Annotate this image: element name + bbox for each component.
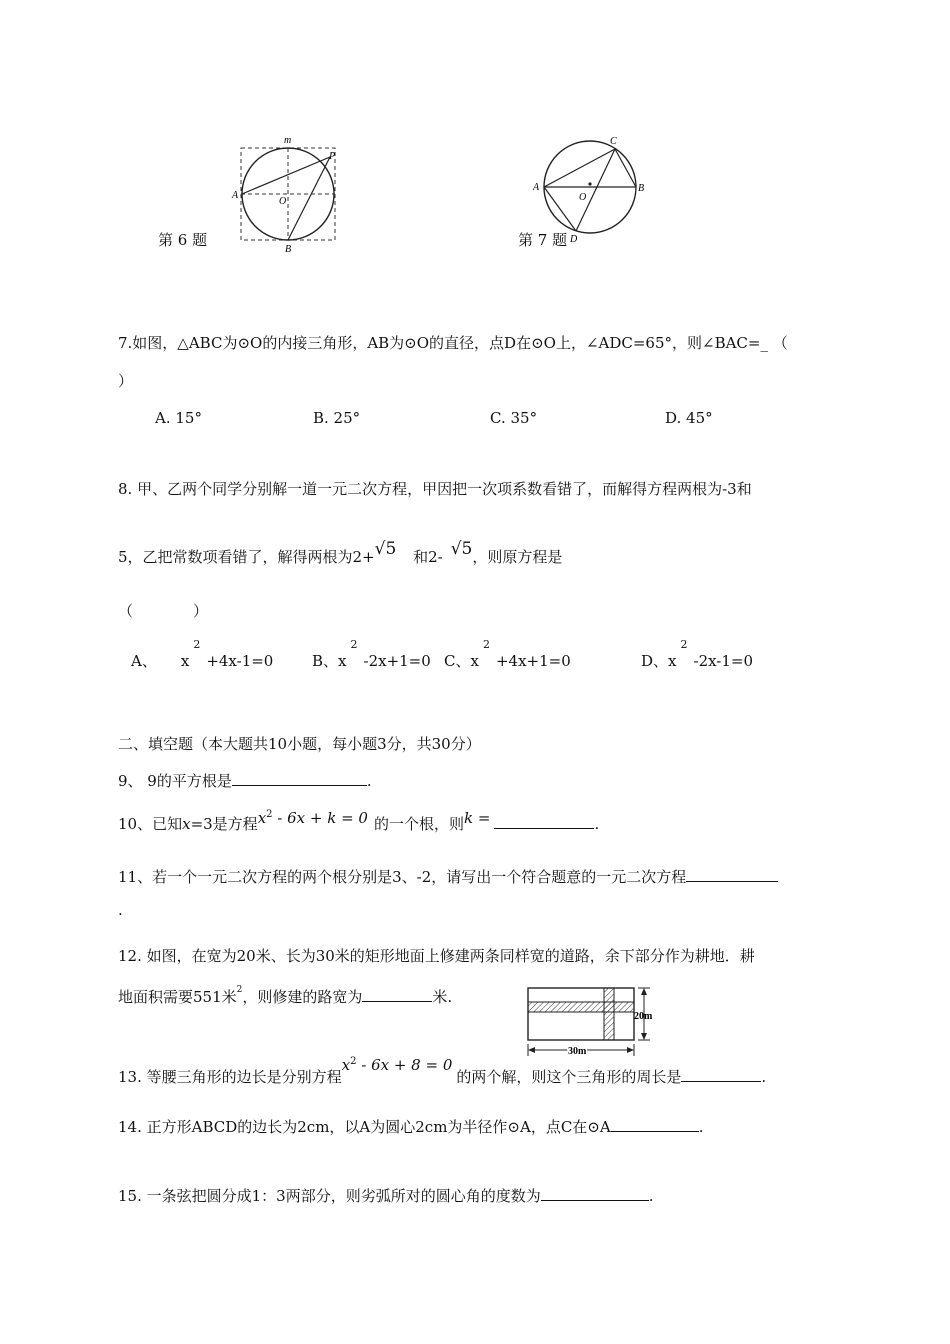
answer-blank-14[interactable] <box>611 1116 699 1132</box>
question-8-option-d <box>641 638 754 671</box>
option-var: x <box>180 652 190 670</box>
eqn-var: x <box>257 809 267 827</box>
question-8-option-c <box>444 638 571 671</box>
question-14 <box>118 1116 704 1137</box>
question-9-end: . <box>366 772 372 790</box>
question-12-text-a: 地面积需要551米 <box>118 988 237 1006</box>
question-7-option-b: B. 25° <box>313 409 361 427</box>
section-2-title: 二、填空题（本大题共10小题，每小题3分，共30分） <box>118 735 481 753</box>
option-exponent: 2 <box>482 638 490 651</box>
option-rest: -2x-1=0 <box>693 652 754 670</box>
eqn-exponent: 2 <box>350 1056 357 1067</box>
question-8-text-a: 5，乙把常数项看错了，解得两根为2+ <box>118 548 375 566</box>
option-rest: -2x+1=0 <box>363 652 431 670</box>
question-12-text-c: 米. <box>432 988 453 1006</box>
fig7-label-a: A <box>533 182 540 193</box>
fig12-width-label: 30m <box>568 1046 587 1057</box>
figure-7-diagram <box>530 130 650 245</box>
question-11-end: . <box>118 901 123 919</box>
figure-7 <box>530 130 650 245</box>
figure-7-caption: 第 7 题 <box>518 231 568 249</box>
fig12-height-label: 20m <box>634 1011 653 1022</box>
question-15-end: . <box>648 1187 654 1205</box>
question-10-text-eq: =3是方程 <box>190 815 258 833</box>
fig6-label-o: O <box>279 196 287 207</box>
var-x: x <box>182 815 191 833</box>
question-7-stem-end: ） <box>118 372 134 390</box>
fig6-label-a: A <box>232 190 239 201</box>
question-9-text: 9、 9的平方根是 <box>118 772 232 790</box>
question-10-text-b: 的一个根，则 <box>373 815 464 833</box>
fig7-label-d: D <box>570 234 578 245</box>
fig6-label-p: P <box>329 151 336 162</box>
fig7-label-c: C <box>610 136 617 147</box>
question-11 <box>118 866 778 887</box>
question-14-text: 14. 正方形ABCD的边长为2cm，以A为圆心2cm为半径作⊙A，点C在⊙A <box>118 1118 611 1136</box>
option-var: x <box>668 652 677 670</box>
question-7-option-a: A. 15° <box>155 409 202 427</box>
question-12-line-2 <box>118 986 452 1007</box>
figure-12 <box>522 978 672 1060</box>
question-7-option-d: D. 45° <box>665 409 713 427</box>
answer-blank-11[interactable] <box>686 866 778 882</box>
eqn-var: x <box>341 1056 351 1074</box>
question-13-end: . <box>761 1068 767 1086</box>
equation-10 <box>258 809 368 827</box>
option-label: B、 <box>312 652 339 670</box>
question-7 <box>118 332 788 353</box>
figure-6 <box>225 130 345 260</box>
eqn-exponent: 2 <box>266 809 273 820</box>
var-k: k = <box>464 809 491 827</box>
question-10 <box>118 809 600 834</box>
answer-blank-13[interactable] <box>681 1066 761 1082</box>
question-8-option-b <box>312 638 431 671</box>
option-exponent: 2 <box>193 638 201 651</box>
fig7-label-o: O <box>579 192 587 203</box>
option-var: x <box>470 652 479 670</box>
figure-6-caption: 第 6 题 <box>158 231 208 249</box>
question-8-line-1: 8. 甲、乙两个同学分别解一道一元二次方程，甲因把一次项系数看错了，而解得方程两根为-3和 <box>118 480 752 498</box>
question-8-text-c: ，则原方程是 <box>472 548 563 566</box>
sqrt-5-b: √5 <box>450 539 473 559</box>
question-13-text-b: 的两个解，则这个三角形的周长是 <box>456 1068 682 1086</box>
question-10-text-a: 10、已知 <box>118 815 183 833</box>
fig6-label-m: m <box>284 135 292 146</box>
fig6-label-b: B <box>285 244 292 255</box>
option-label: A、 <box>131 652 157 670</box>
option-var: x <box>338 652 347 670</box>
option-rest: +4x-1=0 <box>206 652 274 670</box>
option-rest: +4x+1=0 <box>495 652 571 670</box>
sqrt-5-a: √5 <box>374 539 397 559</box>
option-exponent: 2 <box>680 638 688 651</box>
answer-blank-10[interactable] <box>494 813 594 829</box>
question-11-text: 11、若一个一元二次方程的两个根分别是3、-2，请写出一个符合题意的一元二次方程 <box>118 868 687 886</box>
option-label: C、 <box>444 652 471 670</box>
answer-blank-15[interactable] <box>541 1185 649 1201</box>
option-exponent: 2 <box>350 638 358 651</box>
question-8-option-a <box>131 638 274 671</box>
question-10-end: . <box>594 815 600 833</box>
question-15-text: 15. 一条弦把圆分成1：3两部分，则劣弧所对的圆心角的度数为 <box>118 1187 541 1205</box>
eqn-rest: - 6x + k = 0 <box>272 809 368 827</box>
question-14-end: . <box>698 1118 704 1136</box>
option-label: D、 <box>641 652 669 670</box>
answer-blank-12[interactable] <box>362 986 432 1002</box>
question-12-line-1: 12. 如图，在宽为20米、长为30米的矩形地面上修建两条同样宽的道路，余下部分作为耕地．耕 <box>118 947 755 965</box>
question-12-text-b: ，则修建的路宽为 <box>242 988 363 1006</box>
question-13-text-a: 13. 等腰三角形的边长是分别方程 <box>118 1068 342 1086</box>
question-9 <box>118 770 372 791</box>
eqn-rest: - 6x + 8 = 0 <box>356 1056 453 1074</box>
answer-blank-9[interactable] <box>232 770 367 786</box>
question-15 <box>118 1185 654 1206</box>
square-exponent: 2 <box>236 985 243 995</box>
question-13 <box>118 1056 767 1087</box>
question-8-line-2 <box>118 539 563 567</box>
equation-13 <box>342 1056 453 1074</box>
question-8-answer-paren: （ ） <box>118 602 209 620</box>
question-8-text-b: 和2- <box>408 548 443 566</box>
question-7-option-c: C. 35° <box>490 409 538 427</box>
question-7-stem: 7.如图，△ABC为⊙O的内接三角形，AB为⊙O的直径，点D在⊙O上，∠ADC=65°，则∠BAC=_ （ <box>118 334 788 352</box>
fig7-label-b: B <box>638 183 645 194</box>
figure-6-diagram <box>225 130 345 260</box>
figure-12-diagram <box>522 978 672 1060</box>
